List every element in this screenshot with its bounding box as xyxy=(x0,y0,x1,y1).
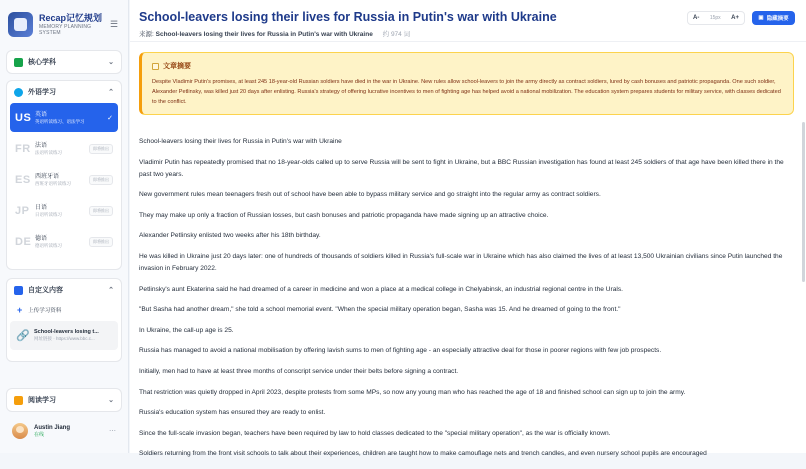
article-paragraph: Vladimir Putin has repeatedly promised that no 18-year-olds called up to serve Russia will be sent to fight in Ukraine, but a BBC Russian investigation has found at least 245 soldiers of that age have been killed there in the past two years. xyxy=(139,158,784,178)
brand-header xyxy=(0,0,128,40)
article-paragraph: Soldiers returning from the front visit schools to talk about their experiences, children are taught how to make camouflage nets and trench candles, and even nursery school pupils are encouraged xyxy=(139,450,707,458)
document-icon xyxy=(152,63,159,70)
language-code: FR xyxy=(15,142,31,155)
article-body xyxy=(139,136,795,469)
coming-soon-badge: 即将推出 xyxy=(89,144,113,154)
language-item-us[interactable] xyxy=(10,103,118,132)
section-label: 核心学科 xyxy=(28,59,56,66)
article-paragraph: They may make up only a fraction of Russian losses, but cash bonuses and patriotic propaganda have made signing up an attractive choice. xyxy=(139,211,549,219)
language-desc: 德语听读练习 xyxy=(35,242,62,248)
summary-heading-label: 文章摘要 xyxy=(163,63,191,70)
chevron-up-icon[interactable]: ⌃ xyxy=(108,287,114,294)
summary-box xyxy=(139,52,794,115)
sidebar xyxy=(0,0,129,453)
check-icon: ✓ xyxy=(107,114,113,122)
globe-icon xyxy=(14,88,23,97)
source-row xyxy=(139,29,410,38)
app-logo xyxy=(8,12,33,37)
chevron-up-icon[interactable]: ⌃ xyxy=(108,89,114,96)
article-paragraph: Russia's education system has ensured they are ready to enlist. xyxy=(139,409,326,417)
section-label: 自定义内容 xyxy=(28,287,63,294)
article-paragraph: School-leavers losing their lives for Russia in Putin's war with Ukraine xyxy=(139,138,342,145)
hide-summary-button[interactable] xyxy=(752,11,795,25)
article-paragraph: "But Sasha had another dream," she told a school memorial event. "When the special military operation began, Sasha was 15. And he dreamed of going to the front." xyxy=(139,306,621,314)
plus-icon: + xyxy=(17,304,23,315)
language-code: US xyxy=(15,111,32,124)
upload-material-button[interactable] xyxy=(10,301,118,318)
section-header[interactable] xyxy=(7,279,121,301)
language-code: ES xyxy=(15,173,31,186)
material-title: School-leavers losing t... xyxy=(34,329,99,335)
article-paragraph: That restriction was quietly dropped in April 2023, despite protests from some MPs, so now any young man who has reached the age of 18 and finished school can sign up to join the army. xyxy=(139,388,686,396)
brand-subtitle: MEMORY PLANNING SYSTEM xyxy=(39,23,92,36)
folder-icon xyxy=(14,286,23,295)
article-paragraph: Petlinsky's aunt Ekaterina said he had dreamed of a career in medicine and won a place at a medical college in Chelyabinsk, an industrial regional centre in the Urals. xyxy=(139,285,623,293)
language-desc: 西班牙语听读练习 xyxy=(35,180,71,186)
font-size-value: 15px xyxy=(709,15,721,21)
source-title: School-leavers losing their lives for Russia in Putin's war with Ukraine xyxy=(155,31,373,38)
language-item-fr[interactable] xyxy=(10,134,118,163)
coming-soon-badge: 即将推出 xyxy=(89,237,113,247)
save-icon: ▣ xyxy=(758,15,764,21)
language-item-es[interactable] xyxy=(10,165,118,194)
hide-summary-label: 隐藏摘要 xyxy=(766,16,789,22)
section-reading[interactable] xyxy=(6,388,122,412)
font-size-control xyxy=(687,11,745,25)
font-increase-button[interactable]: A+ xyxy=(731,15,739,21)
section-foreign-languages xyxy=(6,80,122,270)
section-core-subjects[interactable] xyxy=(6,50,122,74)
language-desc: 法语听读练习 xyxy=(35,149,62,155)
language-name: 法语 xyxy=(35,142,48,149)
user-panel xyxy=(6,416,122,446)
coming-soon-badge: 即将推出 xyxy=(89,175,113,185)
chevron-down-icon[interactable]: ⌄ xyxy=(108,397,114,404)
language-name: 日语 xyxy=(35,204,48,211)
language-desc: 日语听读练习 xyxy=(35,211,62,217)
avatar[interactable] xyxy=(12,423,28,439)
article-paragraph: Russia has managed to avoid a national mobilisation by offering lavish sums to men of fighting age - an especially attractive deal for those in poorer regions with few job prospects. xyxy=(139,347,662,355)
language-item-de[interactable] xyxy=(10,227,118,256)
language-code: JP xyxy=(15,204,30,217)
scrollbar[interactable] xyxy=(802,122,805,282)
font-decrease-button[interactable]: A- xyxy=(693,15,700,21)
book-icon xyxy=(14,58,23,67)
language-item-jp[interactable] xyxy=(10,196,118,225)
menu-icon[interactable]: ☰ xyxy=(109,18,119,29)
brand-title: Recap记忆规划 xyxy=(39,12,103,23)
language-desc: 英语听读练习、语法学习 xyxy=(35,118,85,124)
material-item[interactable] xyxy=(10,321,118,350)
article-paragraph: New government rules mean teenagers fresh out of school have been able to bypass military service and go straight into the regular army as contract soldiers. xyxy=(139,191,601,199)
user-status: 在线 xyxy=(34,431,45,438)
language-code: DE xyxy=(15,235,32,248)
language-name: 西班牙语 xyxy=(35,173,60,180)
upload-label: 上传学习资料 xyxy=(28,307,62,314)
chevron-down-icon[interactable]: ⌄ xyxy=(108,59,114,66)
chart-icon xyxy=(14,396,23,405)
material-source: 网址链接 · https://www.bbc.c... xyxy=(34,336,95,341)
user-name: Austin Jiang xyxy=(34,424,71,431)
section-label: 阅读学习 xyxy=(28,397,56,404)
summary-text: Despite Vladimir Putin's promises, at least 245 18-year-old Russian soldiers have died in the war in Ukraine. New rules allow school-leavers to join the army directly as contract soldiers, lured by cash bonuses and patriotic propaganda. One such soldier, Alexander Petlinsky, was killed just 20 days after enlisting. Russia's strategy of offering lucrative incentives to men of fighting age has helped avoid a national mobilization. The education system prepares students for military service, with classes dedicated to the conflict. xyxy=(152,79,781,105)
main-content xyxy=(130,0,806,458)
language-name: 德语 xyxy=(35,235,48,242)
section-header[interactable] xyxy=(7,81,121,103)
coming-soon-badge: 即将推出 xyxy=(89,206,113,216)
article-header xyxy=(130,0,806,42)
article-paragraph: He was killed in Ukraine just 20 days later: one of hundreds of thousands of soldiers killed in Russia's full-scale war in Ukraine which has also claimed the lives of at least 13,500 Ukrainian civilians since Putin launched the invasion in February 2022. xyxy=(139,252,783,272)
word-count: 约 974 词 xyxy=(382,31,411,38)
link-icon: 🔗 xyxy=(16,330,30,342)
article-paragraph: In Ukraine, the call-up age is 25. xyxy=(139,326,234,334)
section-custom-content xyxy=(6,278,122,362)
source-prefix: 来源: xyxy=(139,31,154,38)
summary-heading xyxy=(152,61,783,71)
page-title: School-leavers losing their lives for Russia in Putin's war with Ukraine xyxy=(139,10,557,24)
more-icon[interactable]: ⋯ xyxy=(109,428,116,435)
language-name: 英语 xyxy=(35,111,48,118)
article-paragraph: Initially, men had to have at least three months of conscript service under their belts before signing a contract. xyxy=(139,367,459,375)
article-paragraph: Alexander Petlinsky enlisted two weeks after his 18th birthday. xyxy=(139,232,321,240)
article-paragraph: Since the full-scale invasion began, teachers have been required by law to hold classes dedicated to the "special military operation", as the war is officially known. xyxy=(139,429,611,437)
section-label: 外语学习 xyxy=(28,89,56,96)
